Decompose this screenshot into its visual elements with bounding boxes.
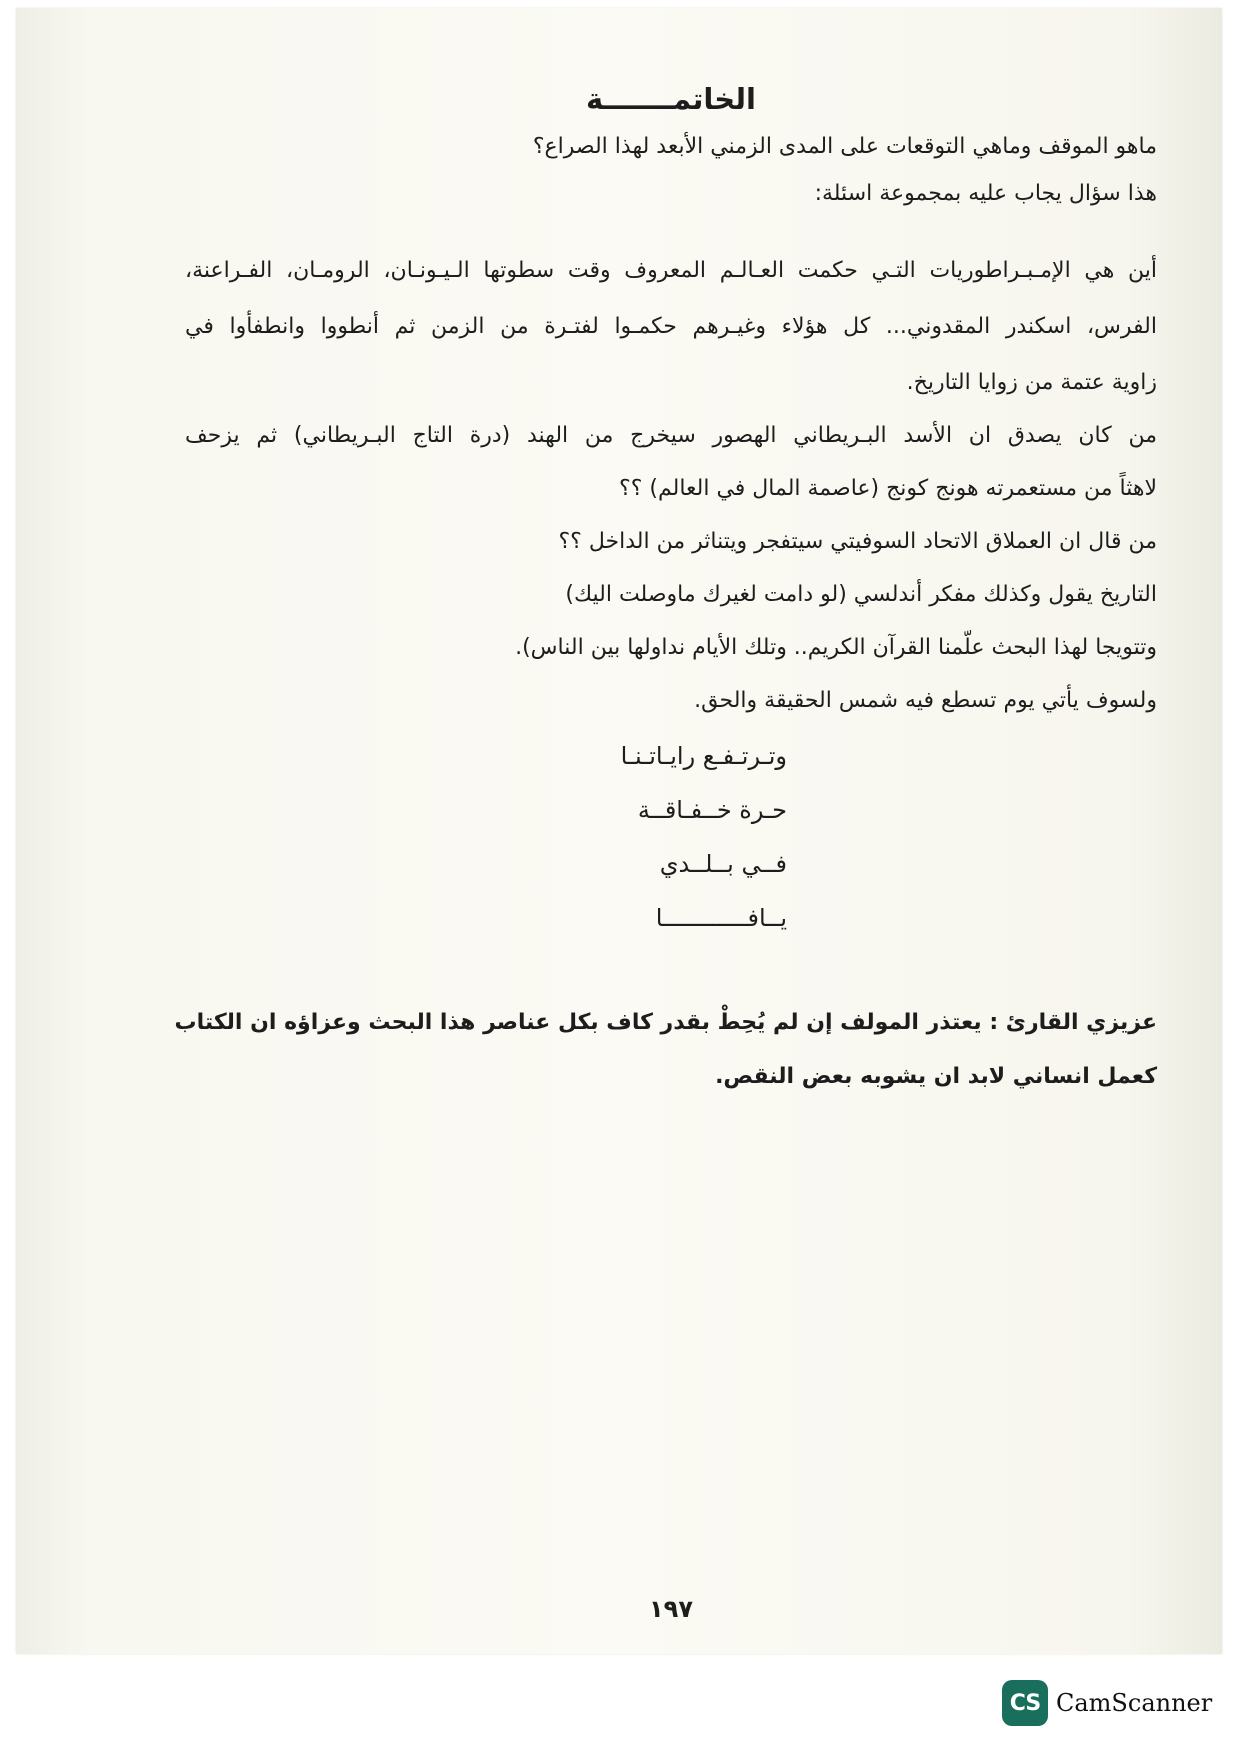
text-line-6: من كان يصدق ان الأسد البـريطاني الهصور سيخرج من الهند (درة التاج البـريطاني) ثم يزحف: [185, 423, 1157, 448]
text-line-11: ولسوف يأتي يوم تسطع فيه شمس الحقيقة والحق.: [694, 688, 1157, 713]
text-line-5: زاوية عتمة من زوايا التاريخ.: [906, 370, 1157, 395]
closing-line-2: كعمل انساني لابد ان يشوبه بعض النقص.: [715, 1064, 1157, 1089]
poem-verse-2: حـرة خــفـاقــة: [637, 796, 787, 824]
scanned-page: [16, 8, 1222, 1654]
poem-verse-4: يــافــــــــــــا: [655, 904, 787, 932]
page-title: الخاتمـــــــة: [586, 82, 756, 116]
text-line-10: وتتويجا لهذا البحث علّمنا القرآن الكريم.. وتلك الأيام نداولها بين الناس).: [515, 635, 1157, 660]
closing-line-1: عزيزي القارئ : يعتذر المولف إن لم يُحِطْ بقدر كاف بكل عناصر هذا البحث وعزاؤه ان الكتاب: [174, 1010, 1157, 1035]
camscanner-logo-icon: CS: [1002, 1680, 1048, 1726]
text-line-8: من قال ان العملاق الاتحاد السوفيتي سيتفجر ويتناثر من الداخل ؟؟: [558, 529, 1157, 554]
text-line-7: لاهثاً من مستعمرته هونج كونج (عاصمة المال في العالم) ؟؟: [619, 476, 1157, 501]
poem-verse-1: وتـرتـفـع رايـاتـنـا: [620, 742, 787, 770]
text-line-3: أين هي الإمـبـراطوريات التـي حكمت العـالـم المعروف وقت سطوتها الـيـونـان، الرومـان، الفـراعنة،: [185, 258, 1157, 283]
text-line-4: الفرس، اسكندر المقدوني... كل هؤلاء وغيـرهم حكمـوا لفتـرة من الزمن ثم أنطووا وانطفأوا في: [185, 314, 1157, 339]
camscanner-label: CamScanner: [1056, 1689, 1213, 1717]
text-line-2: هذا سؤال يجاب عليه بمجموعة اسئلة:: [814, 181, 1157, 206]
camscanner-watermark: [1002, 1680, 1212, 1726]
page-number: ١٩٧: [649, 1595, 693, 1623]
poem-verse-3: فــي بــلــدي: [659, 850, 787, 878]
text-line-1: ماهو الموقف وماهي التوقعات على المدى الزمني الأبعد لهذا الصراع؟: [532, 134, 1157, 159]
text-line-9: التاريخ يقول وكذلك مفكر أندلسي (لو دامت لغيرك ماوصلت اليك): [565, 582, 1157, 607]
